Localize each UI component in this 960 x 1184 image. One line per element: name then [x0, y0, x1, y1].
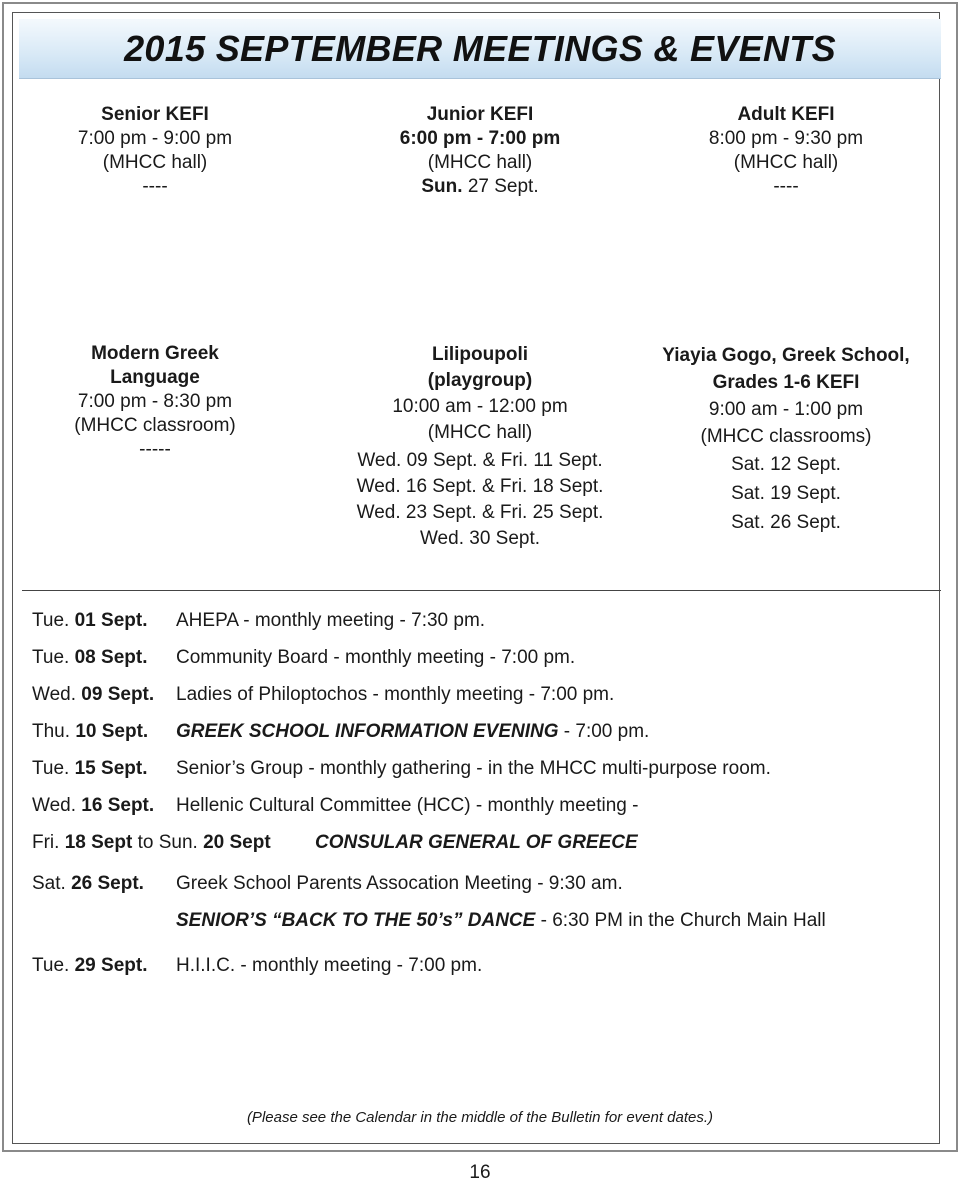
event-row [32, 609, 485, 633]
yiayia-gogo-date: Sat. 19 Sept. [731, 483, 841, 504]
event-description: Community Board - monthly meeting - 7:00 pm. [176, 647, 576, 668]
junior-kefi-block [380, 103, 580, 199]
event-description: Greek School Parents Assocation Meeting - 9:30 am. [176, 873, 623, 894]
yiayia-gogo-place: (MHCC classrooms) [700, 426, 872, 447]
event-row [32, 646, 575, 670]
event-date: Wed. 16 Sept. [32, 795, 155, 816]
lilipoupoli-subtitle: (playgroup) [427, 370, 533, 391]
greek-language-place: (MHCC classroom) [74, 415, 236, 436]
event-row [32, 683, 614, 707]
event-date: Fri. 18 Sept to Sun. 20 Sept [32, 832, 271, 853]
adult-kefi-time: 8:00 pm - 9:30 pm [708, 128, 864, 149]
lilipoupoli-place: (MHCC hall) [427, 422, 533, 443]
yiayia-gogo-grades: Grades 1-6 KEFI [712, 372, 860, 393]
yiayia-gogo-name: Yiayia Gogo, Greek School, [662, 345, 910, 366]
junior-kefi-date [380, 175, 580, 199]
event-row [32, 831, 638, 855]
yiayia-gogo-block [636, 342, 936, 537]
lilipoupoli-date: Wed. 30 Sept. [419, 528, 541, 549]
event-description: CONSULAR GENERAL OF GREECE [315, 832, 638, 853]
senior-kefi-date: ---- [142, 176, 168, 197]
event-row [32, 872, 623, 896]
junior-kefi-day: Sun. [421, 176, 463, 197]
event-row [32, 954, 482, 978]
lilipoupoli-date: Wed. 09 Sept. & Fri. 11 Sept. [357, 450, 603, 471]
event-row [32, 720, 649, 744]
event-date: Thu. 10 Sept. [32, 721, 149, 742]
senior-kefi-name: Senior KEFI [101, 104, 209, 125]
junior-kefi-place: (MHCC hall) [427, 152, 533, 173]
calendar-note: (Please see the Calendar in the middle of the Bulletin for event dates.) [246, 1109, 714, 1126]
lilipoupoli-date: Wed. 16 Sept. & Fri. 18 Sept. [356, 476, 604, 497]
adult-kefi-date: ---- [773, 176, 799, 197]
event-date: Tue. 01 Sept. [32, 610, 148, 631]
yiayia-gogo-time: 9:00 am - 1:00 pm [708, 399, 864, 420]
event-description: SENIOR’S “BACK TO THE 50’s” DANCE - 6:30 PM in the Church Main Hall [176, 910, 826, 931]
page-number: 16 [469, 1162, 491, 1183]
lilipoupoli-name: Lilipoupoli [431, 344, 529, 365]
senior-kefi-place: (MHCC hall) [102, 152, 208, 173]
lilipoupoli-block [330, 342, 630, 552]
greek-language-date: ----- [139, 439, 171, 460]
event-description: AHEPA - monthly meeting - 7:30 pm. [176, 610, 486, 631]
event-date: Tue. 08 Sept. [32, 647, 148, 668]
page-title: 2015 SEPTEMBER MEETINGS & EVENTS [124, 27, 836, 69]
adult-kefi-block [686, 103, 886, 199]
lilipoupoli-time: 10:00 am - 12:00 pm [392, 396, 568, 417]
title-banner [19, 19, 941, 79]
event-date: Wed. 09 Sept. [32, 684, 155, 705]
section-divider [22, 590, 941, 591]
event-description: Ladies of Philoptochos - monthly meeting - 7:00 pm. [176, 684, 615, 705]
adult-kefi-place: (MHCC hall) [733, 152, 839, 173]
junior-kefi-time: 6:00 pm - 7:00 pm [399, 128, 561, 149]
adult-kefi-name: Adult KEFI [737, 104, 835, 125]
senior-kefi-block [55, 103, 255, 199]
greek-language-time: 7:00 pm - 8:30 pm [77, 391, 233, 412]
yiayia-gogo-date: Sat. 12 Sept. [731, 454, 841, 475]
event-description: Senior’s Group - monthly gathering - in the MHCC multi-purpose room. [176, 758, 771, 779]
senior-kefi-time: 7:00 pm - 9:00 pm [77, 128, 233, 149]
yiayia-gogo-date: Sat. 26 Sept. [731, 512, 841, 533]
junior-kefi-name: Junior KEFI [426, 104, 534, 125]
event-date: Sat. 26 Sept. [32, 873, 144, 894]
event-row [32, 794, 638, 818]
greek-language-name-1: Modern Greek [91, 343, 219, 364]
greek-language-name-2: Language [110, 367, 200, 388]
event-date: Tue. 29 Sept. [32, 955, 148, 976]
greek-language-block [45, 342, 265, 462]
event-description: Hellenic Cultural Committee (HCC) - monthly meeting - [176, 795, 639, 816]
event-date: Tue. 15 Sept. [32, 758, 148, 779]
lilipoupoli-date: Wed. 23 Sept. & Fri. 25 Sept. [356, 502, 604, 523]
event-description: H.I.I.C. - monthly meeting - 7:00 pm. [176, 955, 483, 976]
event-description: GREEK SCHOOL INFORMATION EVENING - 7:00 pm. [176, 721, 650, 742]
junior-kefi-day-date: 27 Sept. [462, 176, 539, 197]
event-row [176, 909, 826, 933]
event-row [32, 757, 771, 781]
